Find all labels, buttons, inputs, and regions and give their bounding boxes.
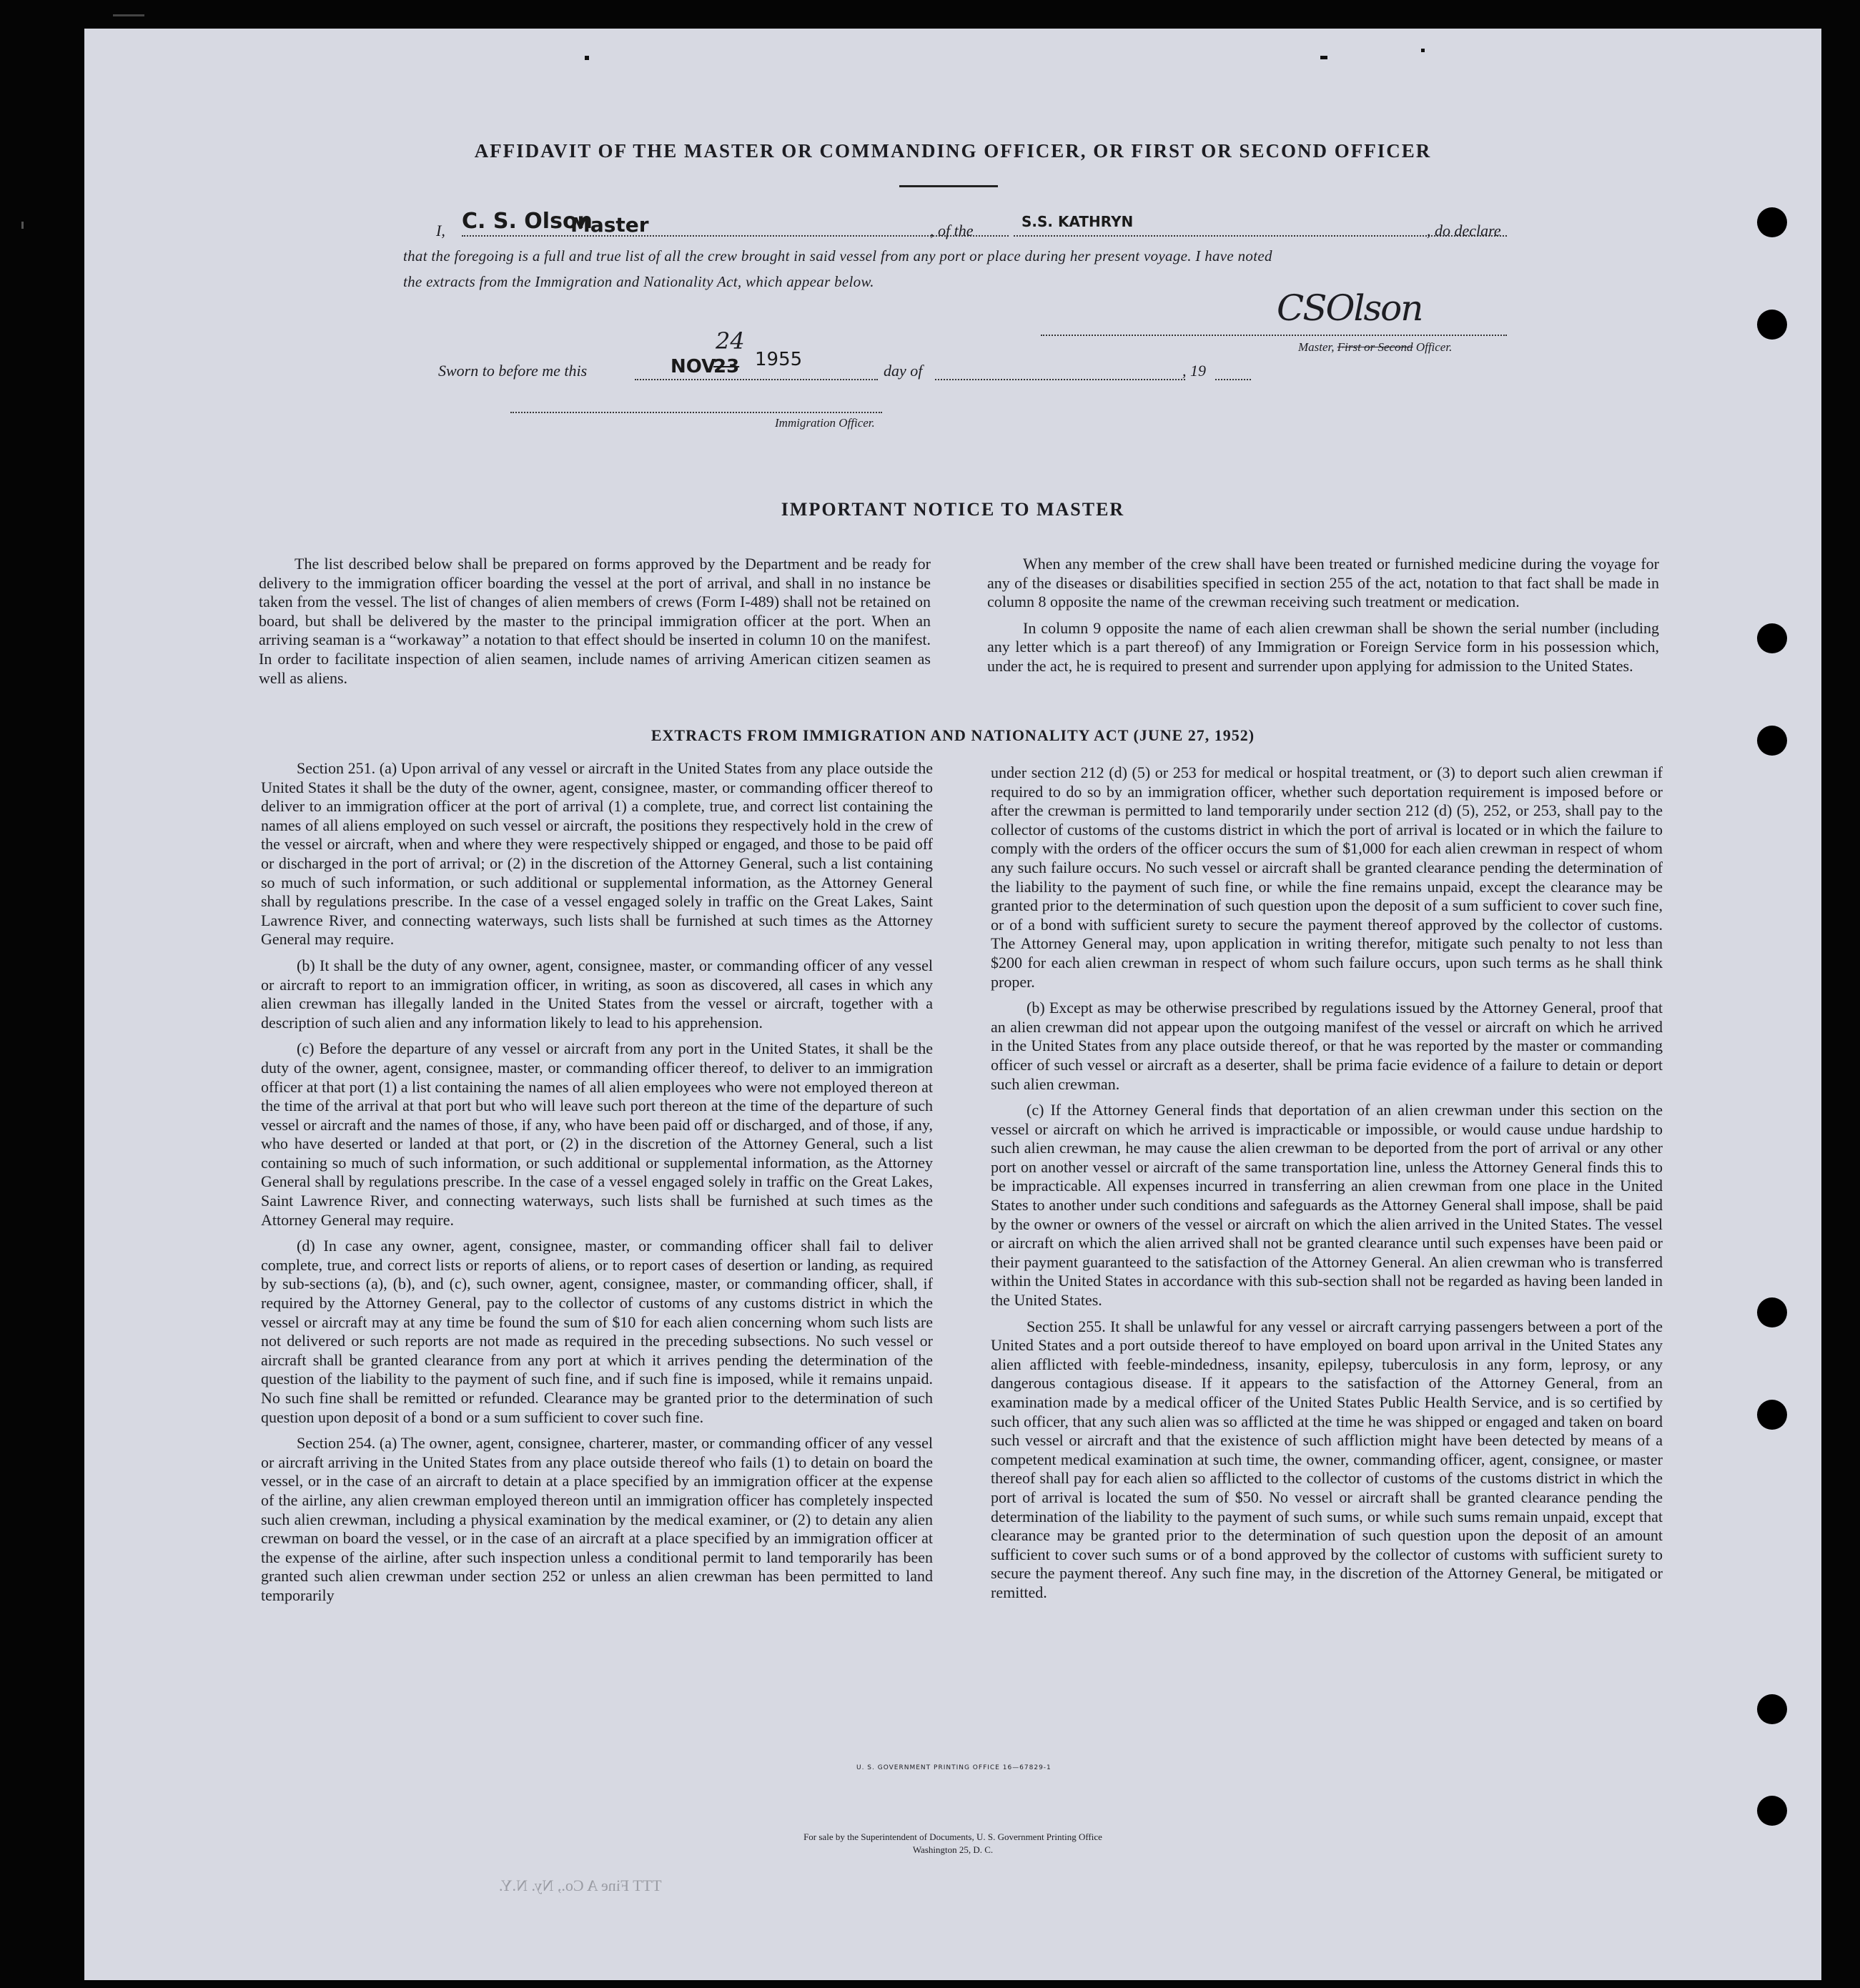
section-251c: (c) Before the departure of any vessel or aircraft from any port in the United States, it shall be the duty of the owner, agent, consignee, master, or commanding officer thereof, to deliver to an immigration officer at that port (1) a list containing the names of all alien employees who were not employed thereon at the time of the arrival at that port but who will leave such port thereon at the time of the departure of such vessel or aircraft and the names of those, if any, who have been paid off or discharged, and of those, if any, who have deserted or landed at that port, or (2) in the discretion of the Attorney General, such a list containing so much of such information, or such additional or supplemental information, as the Attorney General shall by regulations prescribe. In the case of a vessel engaged solely in traffic on the Great Lakes, Saint Lawrence River, and connecting waterways, such lists shall be furnished at such times as the Attorney General may require. (261, 1039, 933, 1229)
master-name-handwritten: C. S. Olson (462, 209, 593, 234)
master-signature: CSOlson (1277, 287, 1423, 329)
punch-hole (1757, 310, 1787, 340)
signature-caption-prefix: Master, (1298, 340, 1337, 354)
year-label: , 19 (1182, 362, 1206, 380)
extracts-right-column (991, 763, 1663, 1610)
section-251d: (d) In case any owner, agent, consignee, master, or commanding officer shall fail to deliver complete, true, and correct lists or reports of aliens, or to report cases of desertion or landing, as required by sub-sections (a), (b), and (c), such owner, agent, consignee, master, or commanding officer, shall, if required by the Attorney General, pay to the collector of customs of any customs district in which the vessel or aircraft may at any time be found the sum of $10 for each alien concerning whom such lists are not delivered or such reports are not made as required in the preceding subsections. No such vessel or aircraft shall be granted clearance from any port at which it arrives pending the determination of the question of the liability to the payment of such fine, and if such fine is imposed, while it remains unpaid. No such fine shall be remitted or refunded. Clearance may be granted prior to the determination of such question upon deposit of a bond or a sum sufficient to cover such fine. (261, 1237, 933, 1426)
master-rank-handwritten: Master (570, 213, 649, 237)
section-254a: Section 254. (a) The owner, agent, consignee, charterer, master, or commanding officer of any vessel or aircraft arriving in the United States from any place outside thereof who fails (1) to detain on board the vessel, or in the case of an aircraft to detain at a place specified by an immigration officer at the expense of the airline, any alien crewman employed thereon until an immigration officer has completely inspected such alien crewman, including a physical examination by the medical examiner, or (2) to detain any alien crewman on board the vessel, or in the case of an aircraft at a place specified by an immigration officer at the expense of the airline, after such inspection unless a conditional permit to land temporarily has been granted such alien crewman under section 252 or unless an alien crewman has been permitted to land temporarily (261, 1434, 933, 1604)
scan-speck (585, 56, 589, 60)
affidavit-title: AFFIDAVIT OF THE MASTER OR COMMANDING OFFICER, OR FIRST OR SECOND OFFICER (474, 140, 1432, 162)
declaration-line-2: that the foregoing is a full and true list of all the crew brought in said vessel from any port or place during her present voyage. I have noted (403, 247, 1272, 264)
punch-hole (1757, 1297, 1787, 1327)
of-the-label: , of the (930, 222, 974, 239)
section-251b: (b) It shall be the duty of any owner, agent, consignee, master, or commanding officer of any vessel or aircraft to report to an immigration officer, in writing, as soon as discovered, all cases in which any alien crewman has illegally landed in the United States from the vessel or aircraft, together with a description of such alien and any information likely to lead to his apprehension. (261, 956, 933, 1032)
i-label: I, (436, 222, 445, 239)
punch-hole (1757, 1400, 1787, 1430)
extracts-left-column (261, 759, 933, 1613)
punch-hole (1757, 623, 1787, 653)
border-speck (21, 222, 24, 229)
punch-hole (1757, 1694, 1787, 1724)
notice-right-paragraph-1: When any member of the crew shall have been treated or furnished medicine during the voyage for any of the diseases or disabilities specified in section 255 of the act, notation to that fact shall be made in column 8 opposite the name of the crewman receiving such treatment or medication. (987, 555, 1659, 611)
punch-hole (1757, 207, 1787, 237)
extracts-title: EXTRACTS FROM IMMIGRATION AND NATIONALITY ACT (JUNE 27, 1952) (650, 726, 1255, 744)
immigration-officer-caption: Immigration Officer. (775, 416, 875, 430)
punch-hole (1757, 1796, 1787, 1826)
bleed-through-text: TTT Fine A Co., Ny. N.Y. (499, 1876, 662, 1894)
year-line (1215, 379, 1251, 380)
month-line (935, 379, 1185, 380)
affidavit-page (84, 29, 1821, 1980)
sale-line-1: For sale by the Superintendent of Documents, U. S. Government Printing Office (803, 1831, 1102, 1842)
vessel-name-typed: S.S. KATHRYN (1021, 213, 1134, 230)
section-254a-continued: under section 212 (d) (5) or 253 for medical or hospital treatment, or (3) to deport such alien crewman if required to do so by an immigration officer, whether such deportation requirement is imposed before or after the crewman is permitted to land temporarily under section 212 (d) (5), 252, or 253, shall pay to the collector of customs of the customs district in which the port of arrival is located or in which the failure to comply with the orders of the officer occurs the sum of $1,000 for each alien crewman in respect of whom any such failure occurs. No such vessel or aircraft shall be granted clearance pending the determination of the liability to the payment of such fine, or while the fine remains unpaid, except the clearance may be granted prior to the determination of such question upon the deposit of a sum sufficient to cover such fine, or of a bond with sufficient surety to secure the payment thereof approved by the collector of customs. The Attorney General may, upon application in writing therefor, mitigate such penalty to not less than $200 for each alien crewman in respect of whom such failure occurs, upon such terms as he shall think proper. (991, 763, 1663, 991)
notice-title: IMPORTANT NOTICE TO MASTER (781, 499, 1125, 520)
notice-left-column (259, 555, 931, 695)
signature-caption-struck: First or Second (1337, 340, 1413, 354)
sale-line-2: Washington 25, D. C. (912, 1844, 994, 1855)
sworn-day-struck: 23 (713, 356, 740, 377)
gpo-imprint: U. S. GOVERNMENT PRINTING OFFICE 16—67829-1 (856, 1764, 1052, 1771)
signature-caption-suffix: Officer. (1413, 340, 1453, 354)
title-rule (899, 185, 998, 187)
sworn-day-handwritten: 24 (716, 327, 745, 355)
notice-right-paragraph-2: In column 9 opposite the name of each alien crewman shall be shown the serial number (including any letter which is a part thereof) of any Immigration or Foreign Service form in his possession which, under the act, he is required to present and surrender upon applying for admission to the United States. (987, 618, 1659, 675)
sworn-date-line (635, 379, 878, 380)
day-of-label: day of (884, 362, 923, 380)
section-254b: (b) Except as may be otherwise prescribed by regulations issued by the Attorney General, proof that an alien crewman did not appear upon the outgoing manifest of the vessel or aircraft on which he arrived in the United States from any place outside thereof, or that he was reported by the master or commanding officer of such vessel or aircraft as a deserter, shall be prima facie evidence of a failure to detain or deport such alien crewman. (991, 999, 1663, 1093)
sworn-label: Sworn to before me this (438, 362, 588, 380)
scan-speck (1421, 49, 1425, 52)
sworn-date-stamp: NOV (671, 356, 716, 377)
do-declare-label: , do declare (1427, 222, 1501, 239)
notice-right-column (987, 555, 1659, 683)
scan-speck (1320, 56, 1327, 59)
punch-hole (1757, 726, 1787, 756)
notice-left-paragraph: The list described below shall be prepared on forms approved by the Department and be ready for delivery to the immigration officer boarding the vessel at the port of arrival, and shall in no instance be taken from the vessel. The list of changes of alien members of crews (Form I-489) shall not be retained on board, but shall be delivered by the master to the principal immigration officer at the port. When an arriving seaman is a “workaway” a notation to that effect should be inserted in column 10 on the manifest. In order to facilitate inspection of alien seamen, include names of arriving American citizen seamen as well as aliens. (259, 555, 931, 687)
immigration-officer-line (510, 412, 882, 413)
sworn-year: 1955 (755, 349, 803, 370)
section-251a: Section 251. (a) Upon arrival of any vessel or aircraft in the United States from any place outside the United States it shall be the duty of the owner, agent, consignee, master, or commanding officer thereof to deliver to an immigration officer at the port of arrival (1) a complete, true, and correct list containing the names of all aliens employed on such vessel or aircraft, the positions they respectively hold in the crew of the vessel or aircraft, when and where they were respectively shipped or engaged, and those to be paid off or discharged in the port of arrival; or (2) in the discretion of the Attorney General, such a list containing so much of such information, or such additional or supplemental information, as the Attorney General shall by regulations prescribe. In the case of a vessel engaged solely in traffic on the Great Lakes, Saint Lawrence River, and connecting waterways, such lists shall be furnished at such times as the Attorney General may require. (261, 759, 933, 949)
name-line (462, 235, 1009, 237)
signature-caption (1298, 340, 1452, 355)
signature-line (1041, 335, 1507, 336)
declaration-line-3: the extracts from the Immigration and Nationality Act, which appear below. (403, 273, 874, 290)
section-254c: (c) If the Attorney General finds that deportation of an alien crewman under this section on the vessel or aircraft on which he arrived is impracticable or impossible, or would cause undue hardship to such alien crewman, he may cause the alien crewman to be deported from the port of arrival or any other port on another vessel or aircraft of the same transportation line, unless the Attorney General finds this to be impracticable. All expenses incurred in transferring an alien crewman from one place in the United States to another under such conditions and safeguards as the Attorney General shall impose, shall be paid by the owner or owners of the vessel or aircraft on which the alien arrived in the United States. The vessel or aircraft on which the alien arrived shall not be granted clearance until such expenses have been paid or their payment guaranteed to the satisfaction of the Attorney General. An alien crewman who is transferred within the United States in accordance with this sub-section shall not be regarded as having been landed in the United States. (991, 1101, 1663, 1310)
section-255: Section 255. It shall be unlawful for any vessel or aircraft carrying passengers between a port of the United States and a port outside thereof to have employed on board upon arrival in the United States any alien afflicted with feeble-mindedness, insanity, epilepsy, tuberculosis in any form, leprosy, or any dangerous contagious disease. If it appears to the satisfaction of the Attorney General, from an examination made by a medical officer of the United States Public Health Service, and is so certified by such officer, that any such alien was so afflicted at the time he was shipped or engaged and taken on board such vessel or aircraft and that the existence of such affliction might have been detected by means of a competent medical examination at such time, the owner, commanding officer, agent, consignee, or master thereof shall pay for each alien so afflicted to the collector of customs of the customs district in which the port of arrival is located the sum of $50. No vessel or aircraft shall be granted clearance pending the determination of the liability to the payment of such sums, or while such sums remain unpaid, except that clearance may be granted prior to the determination of such question upon the deposit of an amount sufficient to cover such sums or of a bond approved by the collector of customs with sufficient surety to secure the payment thereof. Any such fine may, in the discretion of the Attorney General, be mitigated or remitted. (991, 1317, 1663, 1601)
border-speck (113, 14, 144, 16)
